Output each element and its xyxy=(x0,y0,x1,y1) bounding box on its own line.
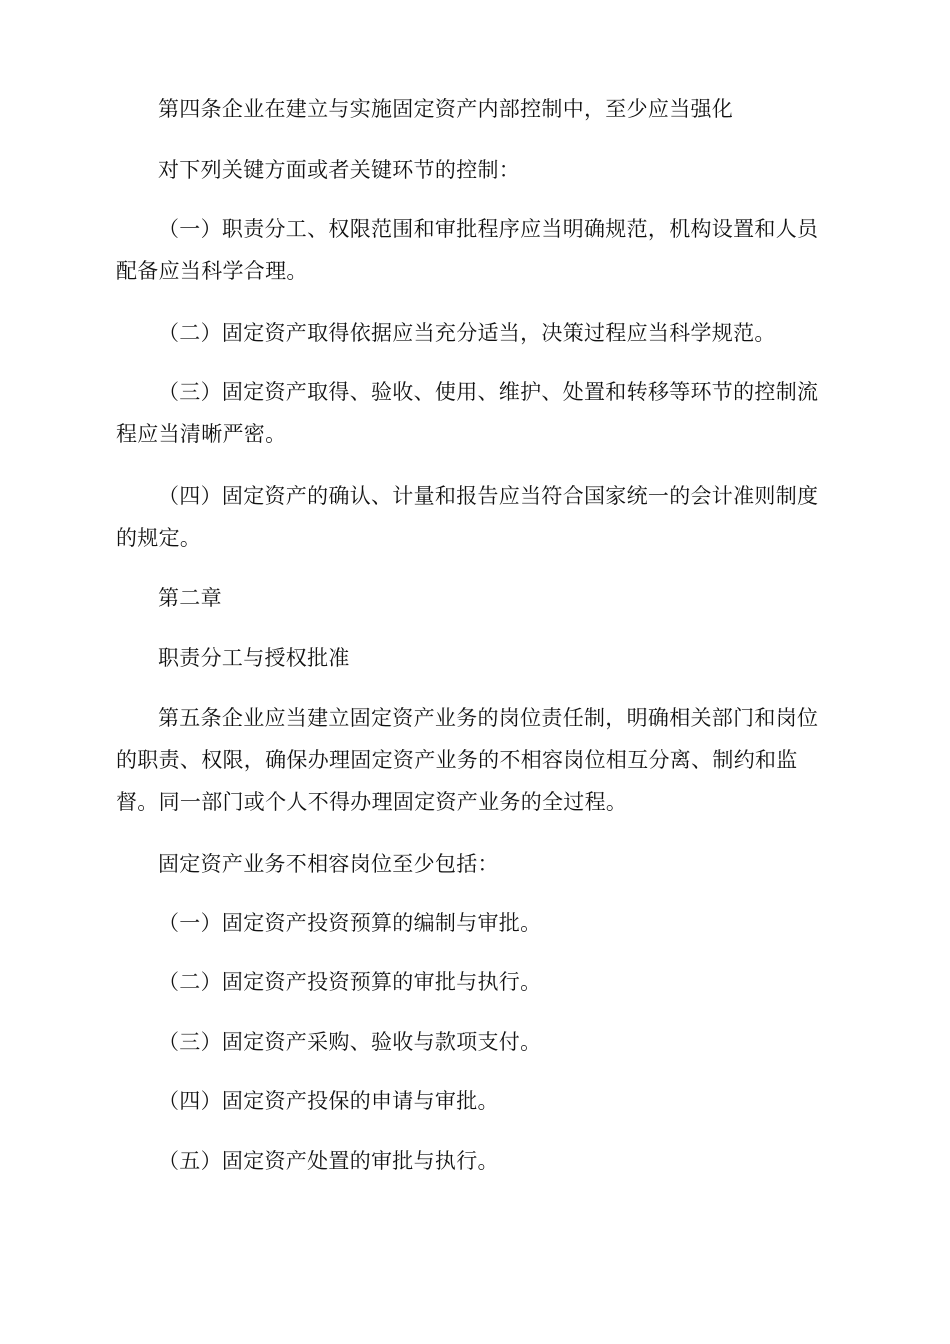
paragraph-article-4-intro: 第四条企业在建立与实施固定资产内部控制中，至少应当强化 xyxy=(158,97,734,121)
paragraph-item-4: （四）固定资产的确认、计量和报告应当符合国家统一的会计准则制度的规定。 xyxy=(116,484,819,550)
paragraph-article-5: 第五条企业应当建立固定资产业务的岗位责任制，明确相关部门和岗位的职责、权限，确保办理固定资产业务的不相容岗位相互分离、制约和监督。同一部门或个人不得办理固定资产业务的全过程。 xyxy=(116,706,819,814)
list-item-4: （四）固定资产投保的申请与审批。 xyxy=(158,1089,499,1113)
paragraph-incompatible-posts-intro: 固定资产业务不相容岗位至少包括： xyxy=(158,852,499,876)
paragraph-item-3: （三）固定资产取得、验收、使用、维护、处置和转移等环节的控制流程应当清晰严密。 xyxy=(116,380,819,446)
list-item-1: （一）固定资产投资预算的编制与审批。 xyxy=(158,911,542,935)
list-item-3: （三）固定资产采购、验收与款项支付。 xyxy=(158,1030,542,1054)
list-item-5: （五）固定资产处置的审批与执行。 xyxy=(158,1149,499,1173)
section-heading: 职责分工与授权批准 xyxy=(158,646,350,670)
paragraph-item-2: （二）固定资产取得依据应当充分适当，决策过程应当科学规范。 xyxy=(158,321,776,345)
list-item-2: （二）固定资产投资预算的审批与执行。 xyxy=(158,970,542,994)
paragraph-item-1: （一）职责分工、权限范围和审批程序应当明确规范，机构设置和人员配备应当科学合理。 xyxy=(116,217,819,283)
paragraph-article-4-continued: 对下列关键方面或者关键环节的控制： xyxy=(158,158,521,182)
chapter-heading: 第二章 xyxy=(158,586,222,610)
